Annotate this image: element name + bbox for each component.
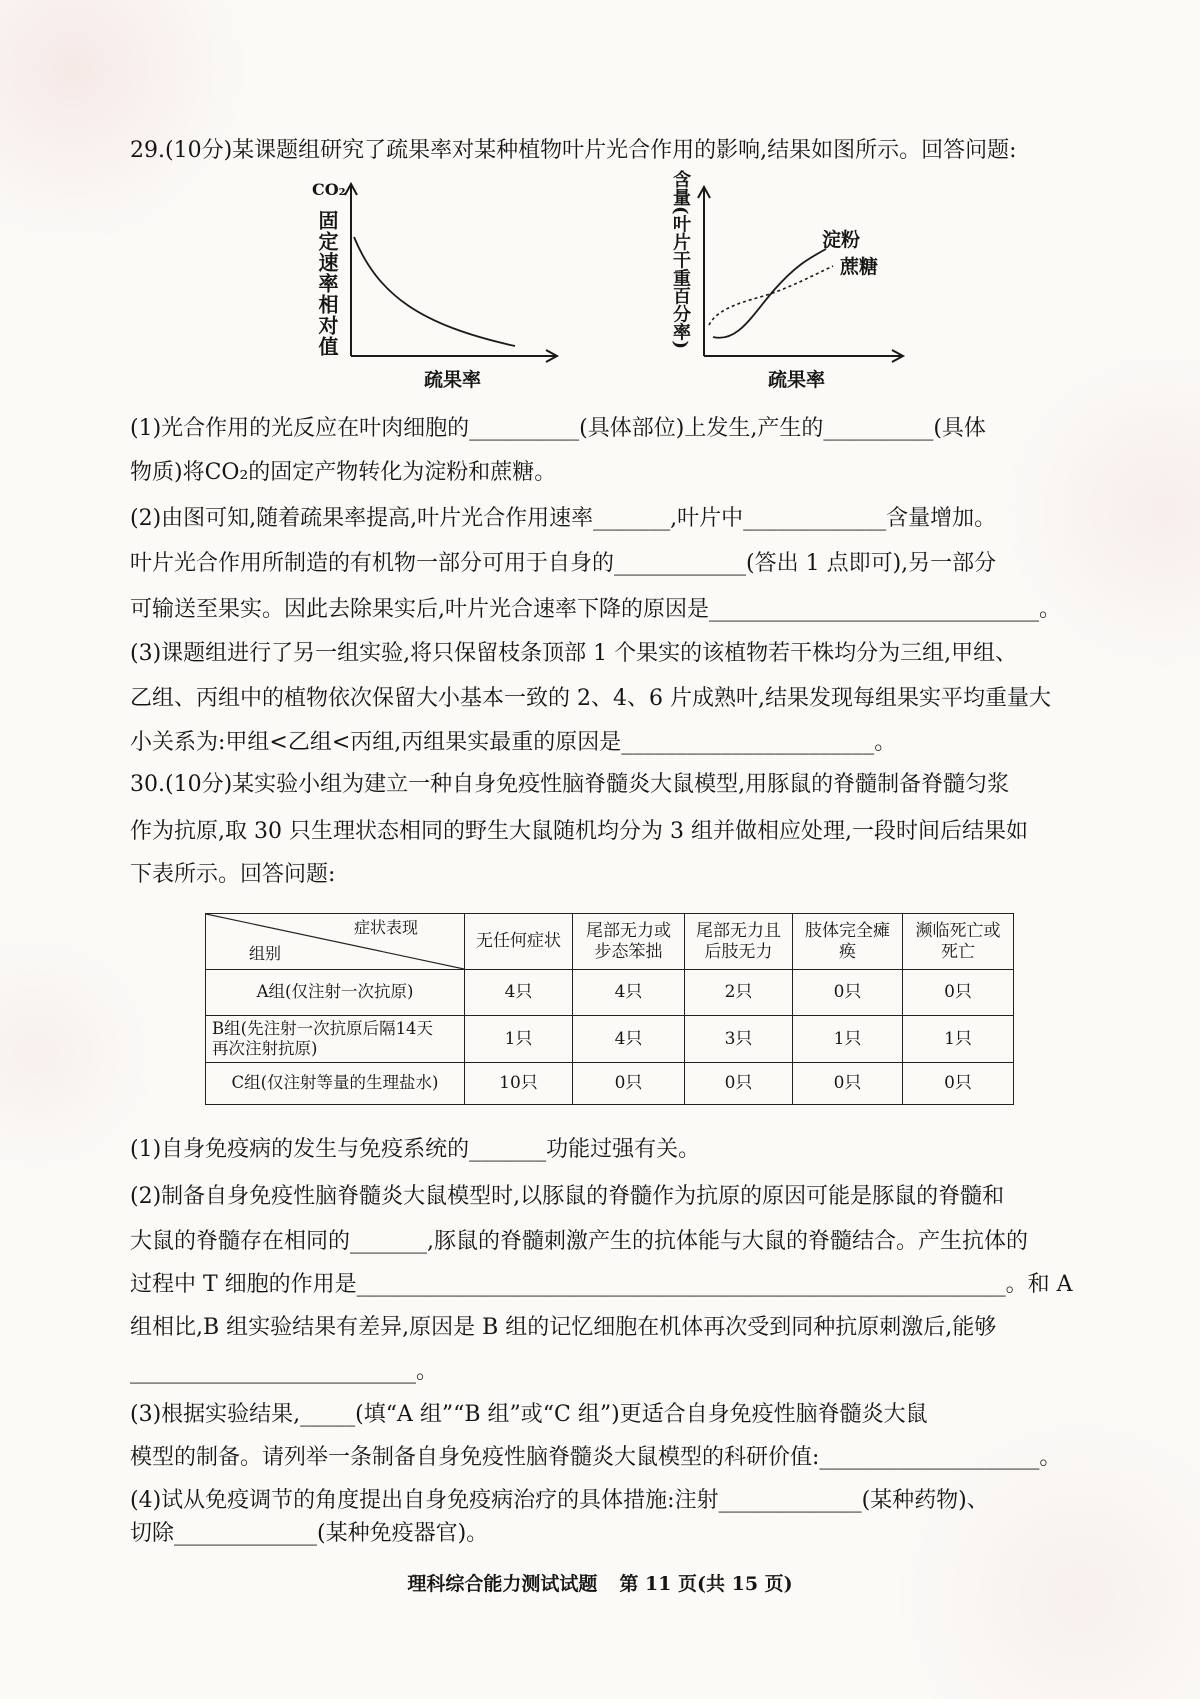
question-29-line: (1)光合作用的光反应在叶肉细胞的__________(具体部位)上发生,产生的__________(具体 (130, 416, 986, 441)
question-30-line: (3)根据实验结果,_____(填“A 组”“B 组”或“C 组”)更适合自身免疫性脑脊髓炎大鼠 (130, 1402, 928, 1427)
table-cell: 0只 (903, 970, 1014, 1016)
table-cell: 0只 (793, 970, 903, 1016)
question-30-intro-line: 下表所示。回答问题: (130, 862, 336, 887)
question-30-line: 过程中 T 细胞的作用是___________________________________________________________。和 A (130, 1272, 1073, 1297)
question-30-intro-line: 作为抗原,取 30 只生理状态相同的野生大鼠随机均分为 3 组并做相应处理,一段时间后结果如 (130, 819, 1028, 844)
question-30-line: 模型的制备。请列举一条制备自身免疫性脑脊髓炎大鼠模型的科研价值:____________________。 (130, 1445, 1062, 1470)
table-row (206, 1063, 1014, 1105)
question-30-line: __________________________。 (130, 1359, 439, 1384)
footer-title: 理科综合能力测试试题 (407, 1573, 598, 1595)
results-table (205, 913, 1014, 1105)
diagonal-line (206, 914, 464, 969)
figure-left-xlabel: 疏果率 (424, 369, 482, 391)
column-header: 濒临死亡或死亡 (903, 914, 1014, 970)
table-cell: 0只 (903, 1063, 1014, 1105)
question-29-line: 物质)将CO₂的固定产物转化为淀粉和蔗糖。 (130, 460, 557, 485)
footer-page-number: 第 11 页(共 15 页) (619, 1573, 793, 1595)
question-30-line: 组相比,B 组实验结果有差异,原因是 B 组的记忆细胞在机体再次受到同种抗原刺激后,能够 (130, 1315, 997, 1340)
question-29-line: 乙组、丙组中的植物依次保留大小基本一致的 2、4、6 片成熟叶,结果发现每组果实平均重量大 (130, 686, 1051, 711)
question-29-line: (2)由图可知,随着疏果率提高,叶片光合作用速率_______,叶片中_____________含量增加。 (130, 506, 997, 531)
table-header-row (206, 914, 1014, 970)
question-29-line: 叶片光合作用所制造的有机物一部分可用于自身的____________(答出 1 点即可),另一部分 (130, 551, 997, 576)
figure-left-axes (345, 184, 557, 362)
question-30-line: 切除_____________(某种免疫器官)。 (130, 1521, 489, 1546)
table-row (206, 970, 1014, 1016)
table-cell: 1只 (903, 1016, 1014, 1063)
corner-label-symptom: 症状表现 (353, 918, 418, 937)
question-30-line: (2)制备自身免疫性脑脊髓炎大鼠模型时,以豚鼠的脊髓作为抗原的原因可能是豚鼠的脊髓和 (130, 1184, 1005, 1209)
diagonal-divider (206, 914, 464, 969)
figure-right-xlabel: 疏果率 (768, 369, 826, 391)
question-29-figures (0, 165, 1200, 405)
table-cell: 4只 (465, 970, 573, 1016)
column-header: 肢体完全瘫痪 (793, 914, 903, 970)
question-30-heading: 30.(10分)某实验小组为建立一种自身免疫性脑脊髓炎大鼠模型,用豚鼠的脊髓制备脊髓匀浆 (130, 772, 1010, 797)
row-label: A组(仅注射一次抗原) (206, 970, 465, 1016)
figure-left-ylabel-prefix: CO₂ (312, 180, 346, 199)
starch-curve (713, 249, 826, 338)
table-cell: 4只 (573, 970, 685, 1016)
sucrose-curve (709, 266, 833, 325)
figure-right-ylabel: 含量(叶片干重百分率) (670, 170, 691, 350)
column-header: 尾部无力或步态笨拙 (573, 914, 685, 970)
co2-fixation-curve (354, 237, 515, 346)
starch-series-label: 淀粉 (822, 229, 861, 251)
question-30-line: (4)试从免疫调节的角度提出自身免疫病治疗的具体措施:注射_____________(某种药物)、 (130, 1488, 989, 1513)
row-label: C组(仅注射等量的生理盐水) (206, 1063, 465, 1105)
table-cell: 0只 (793, 1063, 903, 1105)
corner-label-group: 组别 (249, 944, 282, 964)
question-29-heading: 29.(10分)某课题组研究了疏果率对某种植物叶片光合作用的影响,结果如图所示。回答问题: (130, 138, 1017, 163)
row-label: B组(先注射一次抗原后隔14天再次注射抗原) (212, 1018, 434, 1058)
table-cell: 1只 (793, 1016, 903, 1063)
table-cell: 0只 (573, 1063, 685, 1105)
table-cell: 1只 (465, 1016, 573, 1063)
table-corner-cell (206, 914, 465, 970)
table-cell: 0只 (685, 1063, 793, 1105)
question-29-line: (3)课题组进行了另一组实验,将只保留枝条顶部 1 个果实的该植物若干株均分为三组,甲组、 (130, 641, 1018, 666)
column-header: 尾部无力且后肢无力 (685, 914, 793, 970)
sucrose-series-label: 蔗糖 (840, 256, 879, 278)
table-row (206, 1016, 1014, 1063)
question-29-line: 可输送至果实。因此去除果实后,叶片光合速率下降的原因是______________________________。 (130, 597, 1061, 622)
question-29-line: 小关系为:甲组<乙组<丙组,丙组果实最重的原因是_______________________。 (130, 730, 897, 755)
table-cell: 2只 (685, 970, 793, 1016)
table-cell: 10只 (465, 1063, 573, 1105)
figure-left-ylabel: 固定速率相对值 (315, 210, 339, 357)
table-cell: 3只 (685, 1016, 793, 1063)
table-cell: 4只 (573, 1016, 685, 1063)
question-30-line: 大鼠的脊髓存在相同的_______,豚鼠的脊髓刺激产生的抗体能与大鼠的脊髓结合。产生抗体的 (130, 1229, 1028, 1254)
page-footer (0, 1572, 1200, 1596)
column-header: 无任何症状 (465, 914, 573, 970)
question-30-line: (1)自身免疫病的发生与免疫系统的_______功能过强有关。 (130, 1137, 701, 1162)
row-label-cell (206, 1016, 465, 1063)
